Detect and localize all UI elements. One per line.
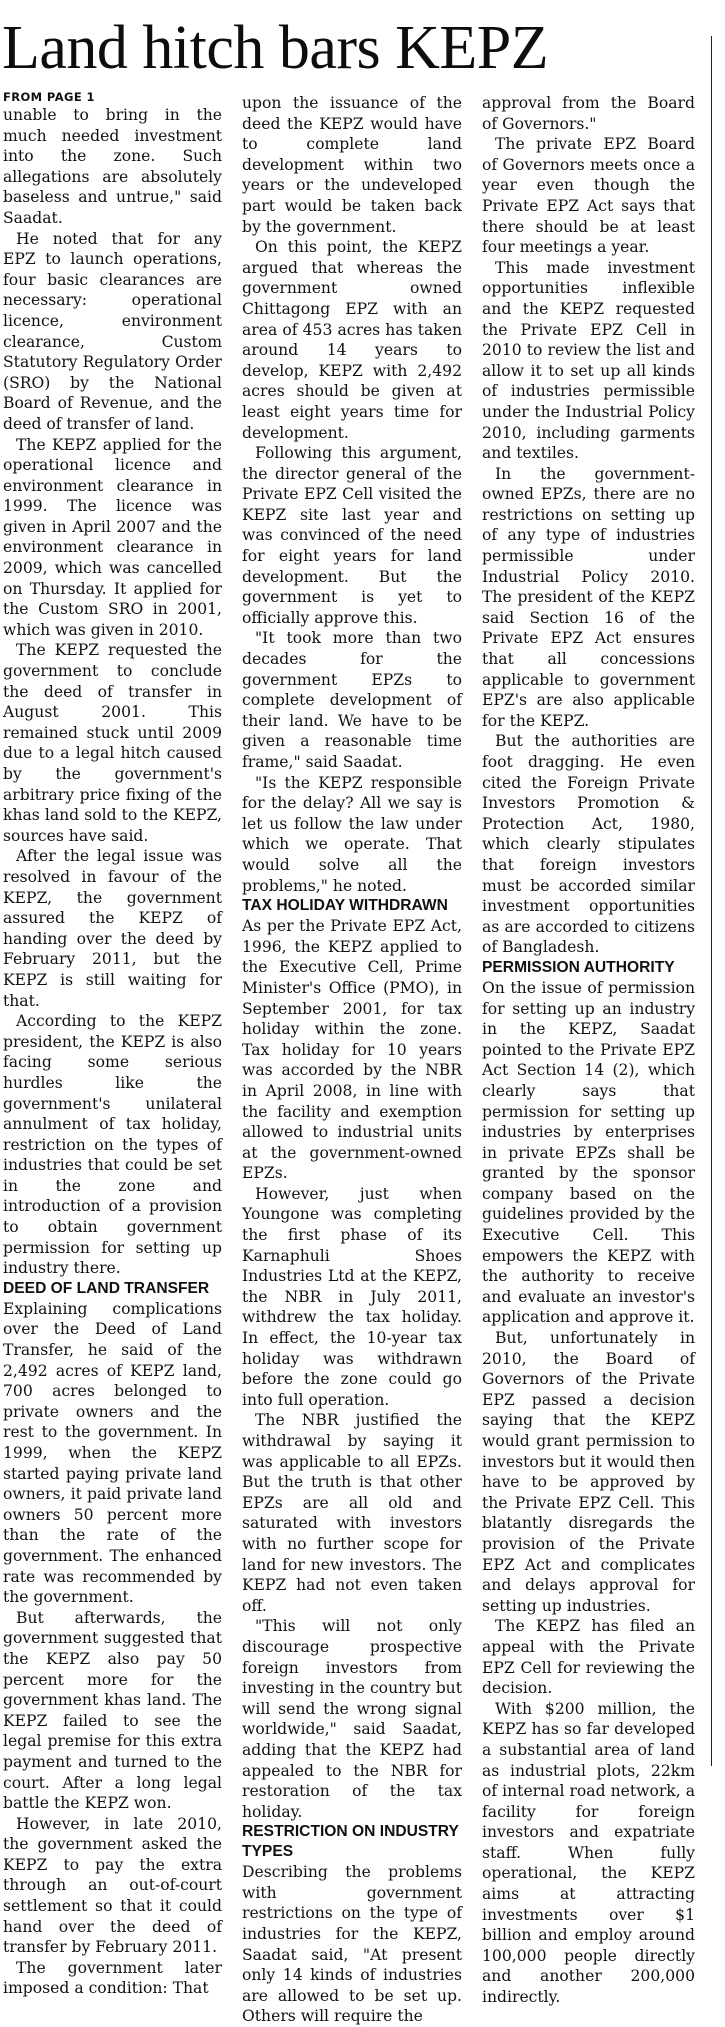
paragraph: This made investment opportunities inflexible and the KEPZ requested the Private EPZ Cell in 2010 to review the list and allow it to set up all kinds of industries permissible under the Industrial Policy 2010, including garments and textiles. (482, 258, 695, 463)
paragraph: The KEPZ requested the government to conclude the deed of transfer in August 2001. This remained stuck until 2009 due to a legal hitch caused by the government's arbitrary price fixing of the khas land sold to the KEPZ, sources have said. (3, 641, 222, 845)
article-column-3 (482, 93, 695, 2007)
subhead-deed-of-land-transfer: DEED OF LAND TRANSFER (3, 1279, 210, 1297)
paragraph: The KEPZ has filed an appeal with the Private EPZ Cell for reviewing the decision. (482, 1617, 695, 1698)
paragraph: After the legal issue was resolved in favour of the KEPZ, the government assured the KEPZ of handing over the deed by February 2011, but the KEPZ is still waiting for that. (3, 847, 222, 1010)
paragraph: Following this argument, the director general of the Private EPZ Cell visited the KEPZ site last year and was convinced of the need for eight years for land development. But the government is yet to officially approve this. (242, 444, 462, 627)
subhead-restriction-on-industry-types: RESTRICTION ON INDUSTRY TYPES (242, 1823, 459, 1861)
paragraph: "Is the KEPZ responsible for the delay? All we say is let us follow the law under which we operate. That would solve all the problems," he noted. (242, 773, 462, 895)
article-column-1 (3, 90, 222, 1998)
paragraph: The NBR justified the withdrawal by saying it was applicable to all EPZs. But the truth is that other EPZs are all old and saturated with investors with no further scope for land for new investors. The KEPZ had not even taken off. (242, 1411, 462, 1615)
paragraph: "It took more than two decades for the government EPZs to complete development of their land. We have to be given a reasonable time frame," said Saadat. (242, 629, 462, 771)
paragraph: According to the KEPZ president, the KEPZ is also facing some serious hurdles like the government's unilateral annulment of tax holiday, restriction on the types of industries that could be set in the zone and introduction of a provision to obtain government permission for setting up industry there. (3, 1012, 222, 1278)
headline: Land hitch bars KEPZ (2, 14, 549, 82)
column-rule (711, 36, 712, 1766)
paragraph: Explaining complications over the Deed of Land Transfer, he said of the 2,492 acres of KEPZ land, 700 acres belonged to private owners and the rest to the government. In 1999, when the KEPZ started paying private land owners, it paid private land owners 50 percent more than the rate of the government. The enhanced rate was recommended by the government. (3, 1299, 222, 1607)
paragraph: The KEPZ applied for the operational licence and environment clearance in 1999. The licence was given in April 2007 and the environment clearance in 2009, which was cancelled on Thursday. It applied for the Custom SRO in 2001, which was given in 2010. (3, 435, 222, 639)
paragraph: On the issue of permission for setting up an industry in the KEPZ, Saadat pointed to the Private EPZ Act Section 14 (2), which clearly says that permission for setting up industries by enterprises in private EPZs shall be granted by the sponsor company based on the guidelines provided by the Executive Cell. This empowers the KEPZ with the authority to receive and evaluate an investor's application and approve it. (482, 978, 695, 1327)
paragraph: On this point, the KEPZ argued that whereas the government owned Chittagong EPZ with an area of 453 acres has taken around 14 years to develop, KEPZ with 2,492 acres should be given at least eight years time for development. (242, 238, 462, 442)
paragraph: "This will not only discourage prospective foreign investors from investing in the country but will send the wrong signal worldwide," said Saadat, adding that the KEPZ had appealed to the NBR for restoration of the tax holiday. (242, 1617, 462, 1821)
subhead-permission-authority: PERMISSION AUTHORITY (482, 958, 675, 976)
paragraph: He noted that for any EPZ to launch operations, four basic clearances are necessary: operational licence, environment clearance, Custom Statutory Regulatory Order (SRO) by the National Board of Revenue, and the deed of transfer of land. (3, 229, 222, 433)
paragraph: But afterwards, the government suggested that the KEPZ also pay 50 percent more for the government khas land. The KEPZ failed to see the legal premise for this extra payment and turned to the court. After a long legal battle the KEPZ won. (3, 1608, 222, 1813)
paragraph: However, just when Youngone was completing the first phase of its Karnaphuli Shoes Industries Ltd at the KEPZ, the NBR in July 2011, withdrew the tax holiday. In effect, the 10-year tax holiday was withdrawn before the zone could go into full operation. (242, 1184, 462, 1409)
paragraph: But the authorities are foot dragging. He even cited the Foreign Private Investors Promotion & Protection Act, 1980, which clearly stipulates that foreign investors must be accorded similar investment opportunities as are accorded to citizens of Bangladesh. (482, 732, 695, 957)
paragraph: In the government-owned EPZs, there are no restrictions on setting up of any type of industries permissible under Industrial Policy 2010. The president of the KEPZ said Section 16 of the Private EPZ Act ensures that all concessions applicable to government EPZ's are also applicable for the KEPZ. (482, 464, 695, 730)
paragraph: upon the issuance of the deed the KEPZ would have to complete land development within two years or the undeveloped part would be taken back by the government. (242, 94, 462, 236)
subhead-tax-holiday-withdrawn: TAX HOLIDAY WITHDRAWN (242, 897, 448, 915)
article-column-2 (242, 93, 462, 2026)
paragraph: The private EPZ Board of Governors meets once a year even though the Private EPZ Act says that there should be at least four meetings a year. (482, 135, 695, 257)
paragraph: As per the Private EPZ Act, 1996, the KEPZ applied to the Executive Cell, Prime Minister's Office (PMO), in September 2001, for tax holiday within the zone. Tax holiday for 10 years was accorded by the NBR in April 2008, in line with the facility and exemption allowed to industrial units at the government-owned EPZs. (242, 917, 462, 1183)
paragraph: However, in late 2010, the government asked the KEPZ to pay the extra through an out-of-court settlement so that it could hand over the deed of transfer by February 2011. (3, 1814, 222, 1957)
kicker: FROM PAGE 1 (3, 90, 95, 104)
paragraph: unable to bring in the much needed investment into the zone. Such allegations are absolutely baseless and untrue," said Saadat. (3, 106, 222, 227)
paragraph: Describing the problems with government restrictions on the type of industries for the KEPZ, Saadat said, "At present only 14 kinds of industries are allowed to be set up. Others will require the (242, 1863, 462, 2026)
paragraph: With $200 million, the KEPZ has so far developed a substantial area of land as industrial plots, 22km of internal road network, a facility for foreign investors and expatriate staff. When fully operational, the KEPZ aims at attracting investments over $1 billion and employ around 100,000 people directly and another 200,000 indirectly. (482, 1699, 695, 2007)
paragraph: But, unfortunately in 2010, the Board of Governors of the Private EPZ passed a decision saying that the KEPZ would grant permission to investors but it would then have to be approved by the Private EPZ Cell. This blatantly disregards the provision of the Private EPZ Act and complicates and delays approval for setting up industries. (482, 1329, 695, 1615)
paragraph: The government later imposed a condition: That (3, 1958, 222, 1998)
paragraph: approval from the Board of Governors." (482, 94, 695, 133)
